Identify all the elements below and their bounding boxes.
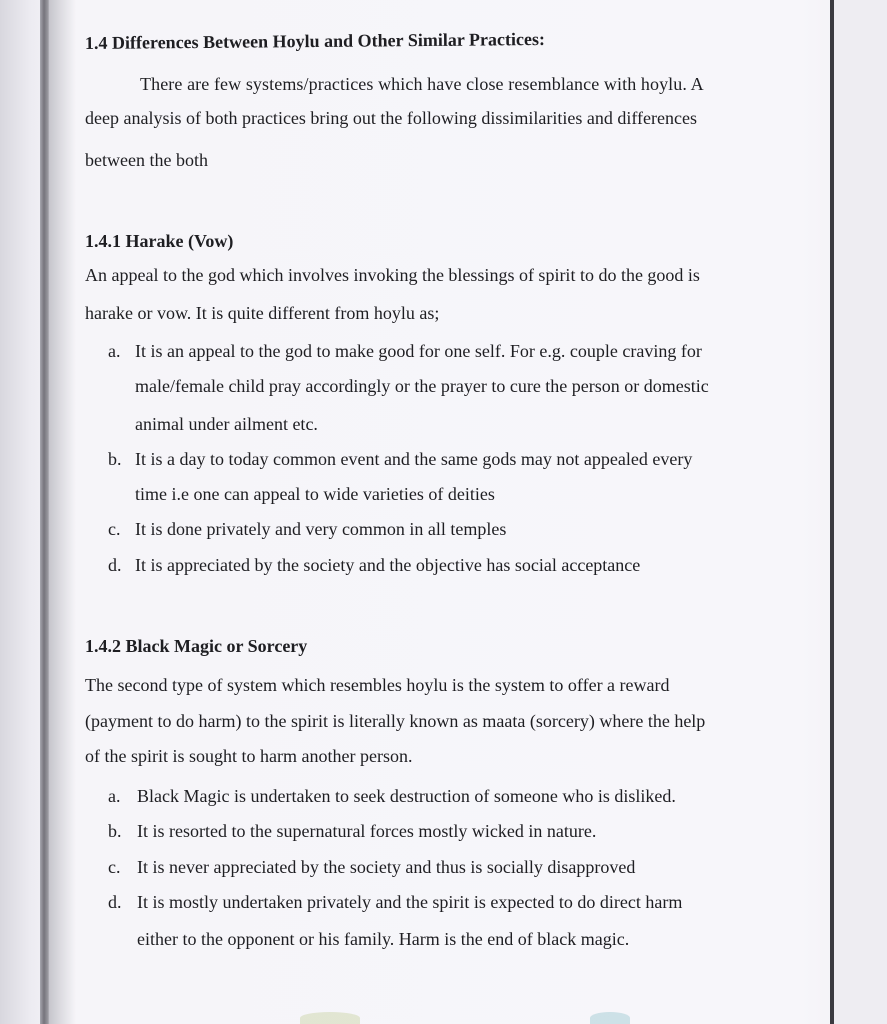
intro-line-3: between the both xyxy=(85,150,208,170)
page-right-margin xyxy=(834,0,887,1024)
harake-item-b-line-1: It is a day to today common event and the same gods may not appealed every xyxy=(135,449,693,469)
binding-edge xyxy=(40,0,50,1024)
black-magic-item-d-line-2: either to the opponent or his family. Harm is the end of black magic. xyxy=(137,929,630,949)
harake-item-b-line-2: time i.e one can appeal to wide varieties of deities xyxy=(135,484,495,504)
harake-item-c-marker: c. xyxy=(108,519,121,539)
intro-line-1: There are few systems/practices which have close resemblance with hoylu. A xyxy=(140,74,704,94)
black-magic-item-d-marker: d. xyxy=(108,892,122,912)
black-magic-body-line-3: of the spirit is sought to harm another person. xyxy=(85,746,413,766)
black-magic-body-line-1: The second type of system which resembles hoylu is the system to offer a reward xyxy=(85,675,670,695)
black-magic-item-a-line-1: Black Magic is undertaken to seek destruction of someone who is disliked. xyxy=(137,786,676,806)
harake-item-d-line-1: It is appreciated by the society and the objective has social acceptance xyxy=(135,555,641,575)
harake-heading: 1.4.1 Harake (Vow) xyxy=(85,231,234,251)
section-heading: 1.4 Differences Between Hoylu and Other Similar Practices: xyxy=(84,28,545,53)
harake-body-line-2: harake or vow. It is quite different from hoylu as; xyxy=(85,303,440,323)
harake-body-line-1: An appeal to the god which involves invoking the blessings of spirit to do the good is xyxy=(85,265,700,285)
harake-item-b-marker: b. xyxy=(108,449,122,469)
bleed-through-mark xyxy=(300,1012,360,1024)
harake-item-a-line-3: animal under ailment etc. xyxy=(135,414,318,434)
black-magic-item-a-marker: a. xyxy=(108,786,121,806)
binding-shadow xyxy=(50,0,76,1024)
harake-item-a-line-2: male/female child pray accordingly or the prayer to cure the person or domestic xyxy=(135,376,709,396)
harake-item-a-marker: a. xyxy=(108,341,121,361)
black-magic-item-c-line-1: It is never appreciated by the society and thus is socially disapproved xyxy=(137,857,636,877)
harake-item-a-line-1: It is an appeal to the god to make good for one self. For e.g. couple craving for xyxy=(135,341,702,361)
black-magic-body-line-2: (payment to do harm) to the spirit is literally known as maata (sorcery) where the help xyxy=(85,711,706,731)
black-magic-heading: 1.4.2 Black Magic or Sorcery xyxy=(85,636,308,656)
black-magic-item-c-marker: c. xyxy=(108,857,121,877)
black-magic-item-b-line-1: It is resorted to the supernatural forces mostly wicked in nature. xyxy=(137,821,597,841)
harake-item-c-line-1: It is done privately and very common in all temples xyxy=(135,519,507,539)
bleed-through-mark xyxy=(590,1012,630,1024)
harake-item-d-marker: d. xyxy=(108,555,122,575)
intro-line-2: deep analysis of both practices bring out the following dissimilarities and differences xyxy=(85,108,698,128)
black-magic-item-b-marker: b. xyxy=(108,821,122,841)
black-magic-item-d-line-1: It is mostly undertaken privately and the spirit is expected to do direct harm xyxy=(137,892,683,912)
